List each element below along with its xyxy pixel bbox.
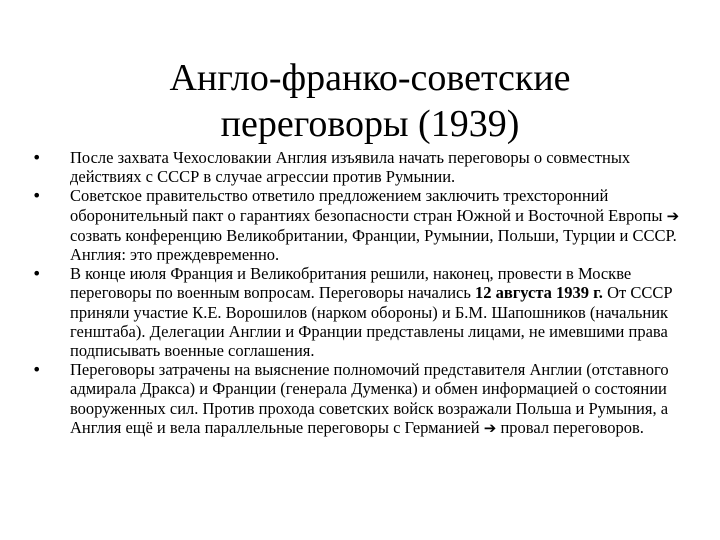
bullet-text-part-2: провал переговоров. <box>496 417 644 437</box>
arrow-right-icon: ➔ <box>483 418 497 437</box>
slide-title-line-2: переговоры (1939) <box>220 103 520 146</box>
bullet-icon: • <box>32 186 42 206</box>
bullet-text-part-1: Советское правительство ответило предложением заключить трехсторонний оборонительный пакт о гарантиях безопасности стран Южной и Восточной Европы <box>70 186 667 225</box>
bullet-item-2 <box>30 186 690 264</box>
slide-title-line-1: Англо-франко-советские <box>169 57 571 100</box>
slide-title <box>150 55 590 147</box>
bullet-icon: • <box>32 264 42 284</box>
bullet-text-part-1: Переговоры затрачены на выяснение полномочий представителя Англии (отставного адмирала Дракса) и Франции (генерала Думенка) и обмен информацией о состоянии вооруженных сил. Против прохода советских войск возражали Польша и Румыния, а Англия ещё и вела параллельные переговоры с Германией <box>70 360 669 437</box>
arrow-right-icon: ➔ <box>666 206 680 225</box>
bullet-list <box>30 148 690 438</box>
bullet-text-part-2: От СССР приняли участие К.Е. Ворошилов (нарком обороны) и Б.М. Шапошников (начальник генштаба). Делегации Англии и Франции представлены лицами, не имевшими права подписывать военные соглашения. <box>70 283 673 361</box>
bullet-date-emphasis: 12 августа 1939 г. <box>475 283 603 303</box>
bullet-text-part-2: созвать конференцию Великобритании, Франции, Румынии, Польши, Турции и СССР. Англия: это преждевременно. <box>70 225 677 265</box>
bullet-text: После захвата Чехословакии Англия изъявила начать переговоры о совместных действиях с СССР в случае агрессии против Румынии. <box>70 148 631 187</box>
bullet-item-3 <box>30 264 690 360</box>
bullet-icon: • <box>32 148 42 167</box>
bullet-text-part-1: В конце июля Франция и Великобритания решили, наконец, провести в Москве переговоры по военным вопросам. Переговоры начались <box>70 264 632 303</box>
bullet-item-1 <box>30 148 690 186</box>
bullet-icon: • <box>32 360 42 380</box>
bullet-item-4 <box>30 360 690 438</box>
